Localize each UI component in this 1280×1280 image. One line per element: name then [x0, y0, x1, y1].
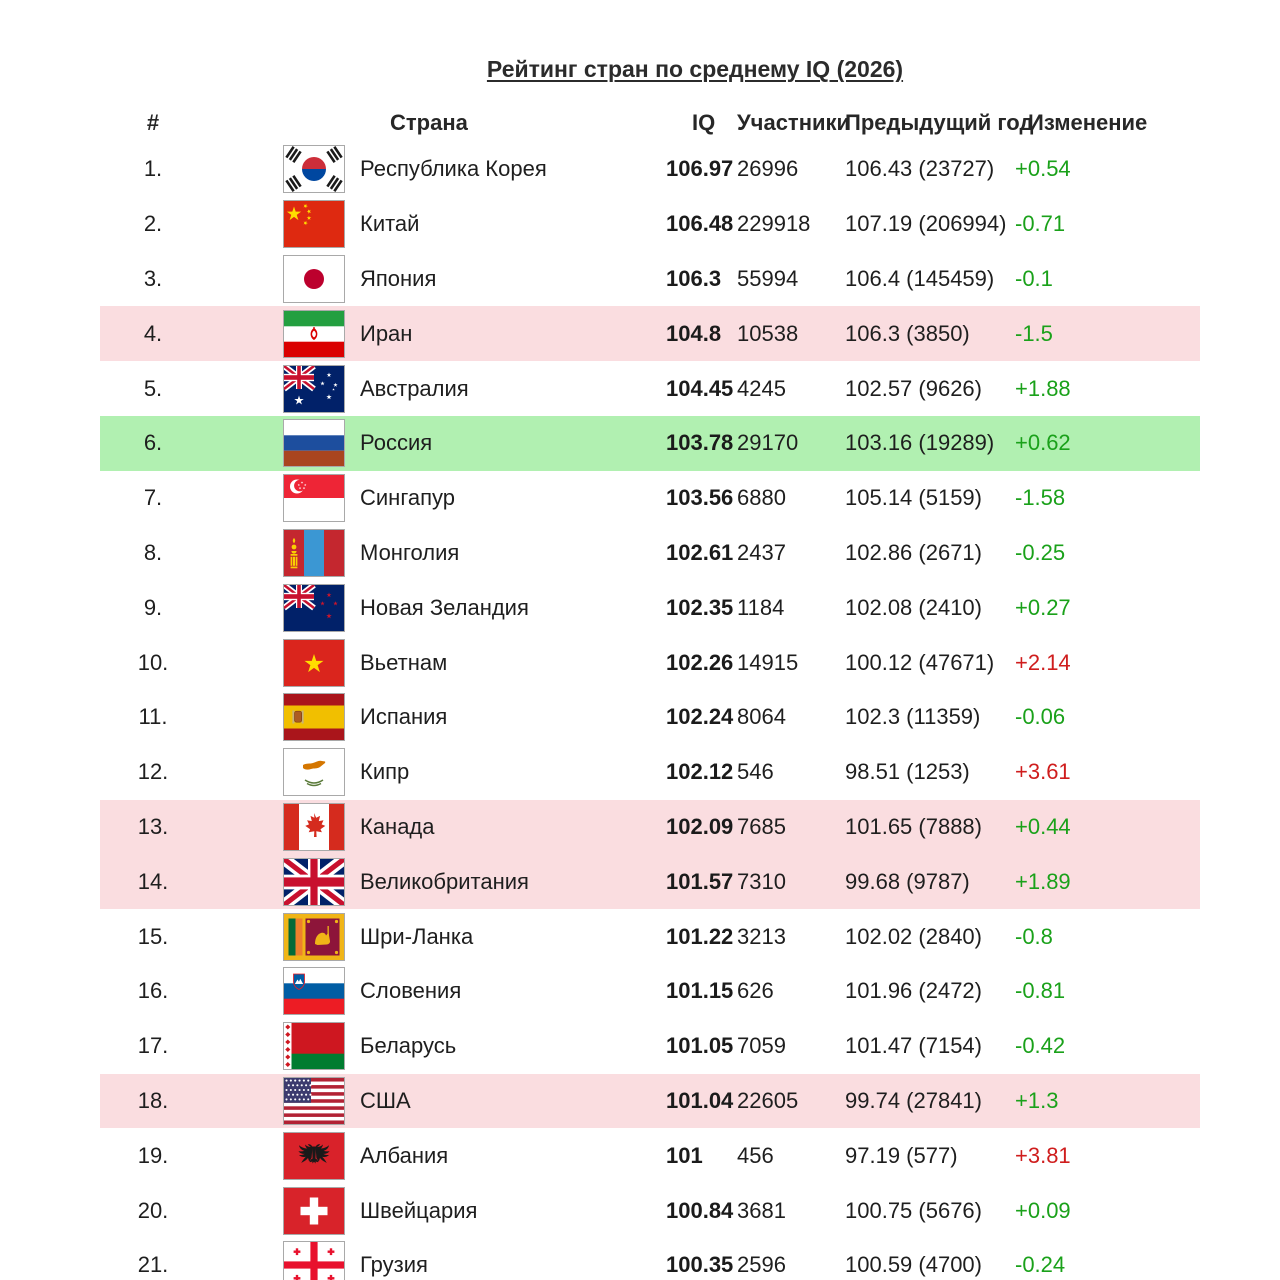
flag-icon-ir [283, 310, 345, 358]
change-value: +3.61 [1015, 759, 1071, 785]
table-header [100, 104, 1200, 142]
change-value: +0.09 [1015, 1197, 1071, 1223]
iq-value: 101.22 [666, 923, 734, 949]
iq-value: 102.35 [666, 594, 734, 620]
iq-table [100, 104, 1200, 1280]
flag-icon-sg [283, 474, 345, 522]
rank-cell: 3. [143, 265, 163, 291]
header-previous-year: Предыдущий год [845, 110, 1034, 135]
rank-cell: 21. [137, 1252, 169, 1278]
previous-year-value: 101.96 (2472) [845, 978, 982, 1004]
flag-cell [283, 1241, 360, 1280]
participants-value: 2596 [737, 1252, 786, 1278]
change-value: -0.25 [1015, 539, 1066, 565]
header-country: Страна [390, 110, 468, 135]
change-value: +2.14 [1015, 649, 1071, 675]
country-name: Канада [360, 813, 435, 839]
participants-value: 456 [737, 1142, 774, 1168]
change-value: +0.44 [1015, 813, 1071, 839]
country-name: Вьетнам [360, 649, 448, 675]
flag-icon-nz [283, 584, 345, 632]
change-value: -0.71 [1015, 211, 1066, 237]
rank-cell: 13. [137, 813, 169, 839]
flag-cell [283, 858, 360, 906]
previous-year-value: 102.02 (2840) [845, 923, 982, 949]
flag-cell [283, 693, 360, 741]
flag-icon-au [283, 365, 345, 413]
participants-value: 4245 [737, 375, 786, 401]
table-row [100, 471, 1200, 526]
previous-year-value: 97.19 (577) [845, 1142, 958, 1168]
iq-value: 106.48 [666, 211, 734, 237]
table-row [100, 416, 1200, 471]
flag-icon-lk [283, 913, 345, 961]
flag-cell [283, 200, 360, 248]
flag-icon-cn [283, 200, 345, 248]
participants-value: 1184 [737, 594, 785, 620]
table-row [100, 361, 1200, 416]
iq-value: 103.56 [666, 485, 734, 511]
iq-value: 102.61 [666, 539, 734, 565]
previous-year-value: 102.08 (2410) [845, 594, 982, 620]
flag-cell [283, 1077, 360, 1125]
table-row [100, 580, 1200, 635]
table-row [100, 526, 1200, 581]
participants-value: 626 [737, 978, 774, 1004]
flag-icon-si [283, 967, 345, 1015]
flag-cell [283, 365, 360, 413]
change-value: +0.27 [1015, 594, 1071, 620]
participants-value: 2437 [737, 539, 786, 565]
country-name: Республика Корея [360, 156, 547, 182]
rank-cell: 5. [143, 375, 163, 401]
flag-icon-mn [283, 529, 345, 577]
participants-value: 14915 [737, 649, 799, 675]
country-name: Россия [360, 430, 433, 456]
flag-cell [283, 255, 360, 303]
iq-value: 104.8 [666, 320, 722, 346]
table-row [100, 854, 1200, 909]
header-rank: # [146, 110, 160, 135]
iq-value: 101 [666, 1142, 703, 1168]
rank-cell: 9. [143, 594, 163, 620]
header-iq: IQ [692, 110, 716, 135]
iq-value: 101.57 [666, 868, 734, 894]
iq-value: 102.12 [666, 759, 734, 785]
country-name: Китай [360, 211, 420, 237]
change-value: -0.81 [1015, 978, 1066, 1004]
participants-value: 546 [737, 759, 774, 785]
flag-icon-jp [283, 255, 345, 303]
flag-cell [283, 145, 360, 193]
country-name: Словения [360, 978, 462, 1004]
table-row [100, 1128, 1200, 1183]
iq-value: 102.24 [666, 704, 734, 730]
rank-cell: 16. [137, 978, 169, 1004]
country-name: Кипр [360, 759, 410, 785]
participants-value: 7059 [737, 1033, 786, 1059]
flag-icon-us [283, 1077, 345, 1125]
participants-value: 3213 [737, 923, 786, 949]
table-row [100, 745, 1200, 800]
table-row [100, 306, 1200, 361]
flag-cell [283, 419, 360, 467]
change-value: -0.06 [1015, 704, 1066, 730]
flag-icon-es [283, 693, 345, 741]
rank-cell: 14. [137, 868, 169, 894]
rank-cell: 6. [143, 430, 163, 456]
previous-year-value: 106.3 (3850) [845, 320, 970, 346]
iq-value: 103.78 [666, 430, 734, 456]
page-title: Рейтинг стран по среднему IQ (2026) [486, 56, 904, 82]
change-value: +0.62 [1015, 430, 1071, 456]
flag-cell [283, 584, 360, 632]
flag-cell [283, 474, 360, 522]
rank-cell: 12. [137, 759, 169, 785]
previous-year-value: 99.74 (27841) [845, 1087, 982, 1113]
participants-value: 3681 [737, 1197, 786, 1223]
change-value: -0.42 [1015, 1033, 1066, 1059]
participants-value: 29170 [737, 430, 799, 456]
iq-value: 104.45 [666, 375, 734, 401]
flag-icon-vn [283, 639, 345, 687]
rank-cell: 19. [137, 1142, 169, 1168]
country-name: Япония [360, 265, 437, 291]
flag-icon-ru [283, 419, 345, 467]
table-row [100, 252, 1200, 307]
change-value: +1.89 [1015, 868, 1071, 894]
previous-year-value: 102.57 (9626) [845, 375, 982, 401]
previous-year-value: 101.65 (7888) [845, 813, 982, 839]
table-row [100, 1074, 1200, 1129]
country-name: Шри-Ланка [360, 923, 474, 949]
flag-icon-gb [283, 858, 345, 906]
previous-year-value: 100.75 (5676) [845, 1197, 982, 1223]
rank-cell: 8. [143, 539, 163, 565]
rank-cell: 18. [137, 1087, 169, 1113]
change-value: +3.81 [1015, 1142, 1071, 1168]
country-name: Австралия [360, 375, 469, 401]
change-value: +0.54 [1015, 156, 1071, 182]
country-name: Албания [360, 1142, 449, 1168]
iq-value: 101.05 [666, 1033, 734, 1059]
flag-cell [283, 913, 360, 961]
previous-year-value: 106.43 (23727) [845, 156, 995, 182]
previous-year-value: 100.59 (4700) [845, 1252, 982, 1278]
country-name: Швейцария [360, 1197, 478, 1223]
previous-year-value: 98.51 (1253) [845, 759, 970, 785]
flag-icon-ca [283, 803, 345, 851]
iq-value: 106.97 [666, 156, 734, 182]
iq-value: 101.15 [666, 978, 734, 1004]
change-value: -1.58 [1015, 485, 1066, 511]
change-value: +1.3 [1015, 1087, 1059, 1113]
flag-icon-by [283, 1022, 345, 1070]
country-name: Монголия [360, 539, 460, 565]
header-participants: Участники [737, 110, 851, 135]
table-row [100, 142, 1200, 197]
flag-cell [283, 803, 360, 851]
flag-icon-ge [283, 1241, 345, 1280]
iq-value: 102.09 [666, 813, 734, 839]
table-row [100, 635, 1200, 690]
table-row [100, 690, 1200, 745]
country-name: США [360, 1087, 411, 1113]
country-name: Великобритания [360, 868, 529, 894]
previous-year-value: 106.4 (145459) [845, 265, 995, 291]
table-row [100, 909, 1200, 964]
iq-value: 101.04 [666, 1087, 734, 1113]
flag-cell [283, 1132, 360, 1180]
previous-year-value: 99.68 (9787) [845, 868, 970, 894]
country-name: Иран [360, 320, 413, 346]
change-value: +1.88 [1015, 375, 1071, 401]
table-row [100, 800, 1200, 855]
flag-cell [283, 748, 360, 796]
table-row [100, 964, 1200, 1019]
previous-year-value: 102.3 (11359) [845, 704, 981, 730]
rank-cell: 15. [137, 923, 169, 949]
rank-cell: 7. [143, 485, 163, 511]
table-row [100, 197, 1200, 252]
flag-icon-al [283, 1132, 345, 1180]
change-value: -1.5 [1015, 320, 1053, 346]
change-value: -0.24 [1015, 1252, 1066, 1278]
participants-value: 55994 [737, 265, 799, 291]
country-name: Новая Зеландия [360, 594, 529, 620]
participants-value: 10538 [737, 320, 799, 346]
change-value: -0.8 [1015, 923, 1053, 949]
country-name: Испания [360, 704, 448, 730]
change-value: -0.1 [1015, 265, 1053, 291]
participants-value: 26996 [737, 156, 799, 182]
previous-year-value: 102.86 (2671) [845, 539, 982, 565]
participants-value: 7685 [737, 813, 786, 839]
flag-cell [283, 529, 360, 577]
previous-year-value: 101.47 (7154) [845, 1033, 982, 1059]
rank-cell: 20. [137, 1197, 169, 1223]
rank-cell: 10. [137, 649, 169, 675]
iq-value: 106.3 [666, 265, 722, 291]
previous-year-value: 103.16 (19289) [845, 430, 995, 456]
header-change: Изменение [1028, 110, 1148, 135]
flag-icon-cy [283, 748, 345, 796]
flag-cell [283, 310, 360, 358]
previous-year-value: 107.19 (206994) [845, 211, 1007, 237]
previous-year-value: 105.14 (5159) [845, 485, 982, 511]
flag-cell [283, 639, 360, 687]
rank-cell: 4. [143, 320, 163, 346]
rank-cell: 1. [143, 156, 163, 182]
rank-cell: 2. [143, 211, 163, 237]
table-body [100, 142, 1200, 1280]
table-row [100, 1238, 1200, 1280]
country-name: Грузия [360, 1252, 428, 1278]
participants-value: 7310 [737, 868, 786, 894]
iq-value: 100.84 [666, 1197, 734, 1223]
flag-cell [283, 1022, 360, 1070]
iq-value: 102.26 [666, 649, 734, 675]
country-name: Сингапур [360, 485, 456, 511]
participants-value: 8064 [737, 704, 786, 730]
rank-cell: 11. [138, 704, 168, 730]
flag-icon-kr [283, 145, 345, 193]
previous-year-value: 100.12 (47671) [845, 649, 995, 675]
rank-cell: 17. [137, 1033, 169, 1059]
table-row [100, 1019, 1200, 1074]
participants-value: 229918 [737, 211, 811, 237]
flag-cell [283, 1187, 360, 1235]
flag-icon-ch [283, 1187, 345, 1235]
iq-value: 100.35 [666, 1252, 734, 1278]
participants-value: 22605 [737, 1087, 799, 1113]
country-name: Беларусь [360, 1033, 457, 1059]
table-row [100, 1183, 1200, 1238]
flag-cell [283, 967, 360, 1015]
participants-value: 6880 [737, 485, 786, 511]
